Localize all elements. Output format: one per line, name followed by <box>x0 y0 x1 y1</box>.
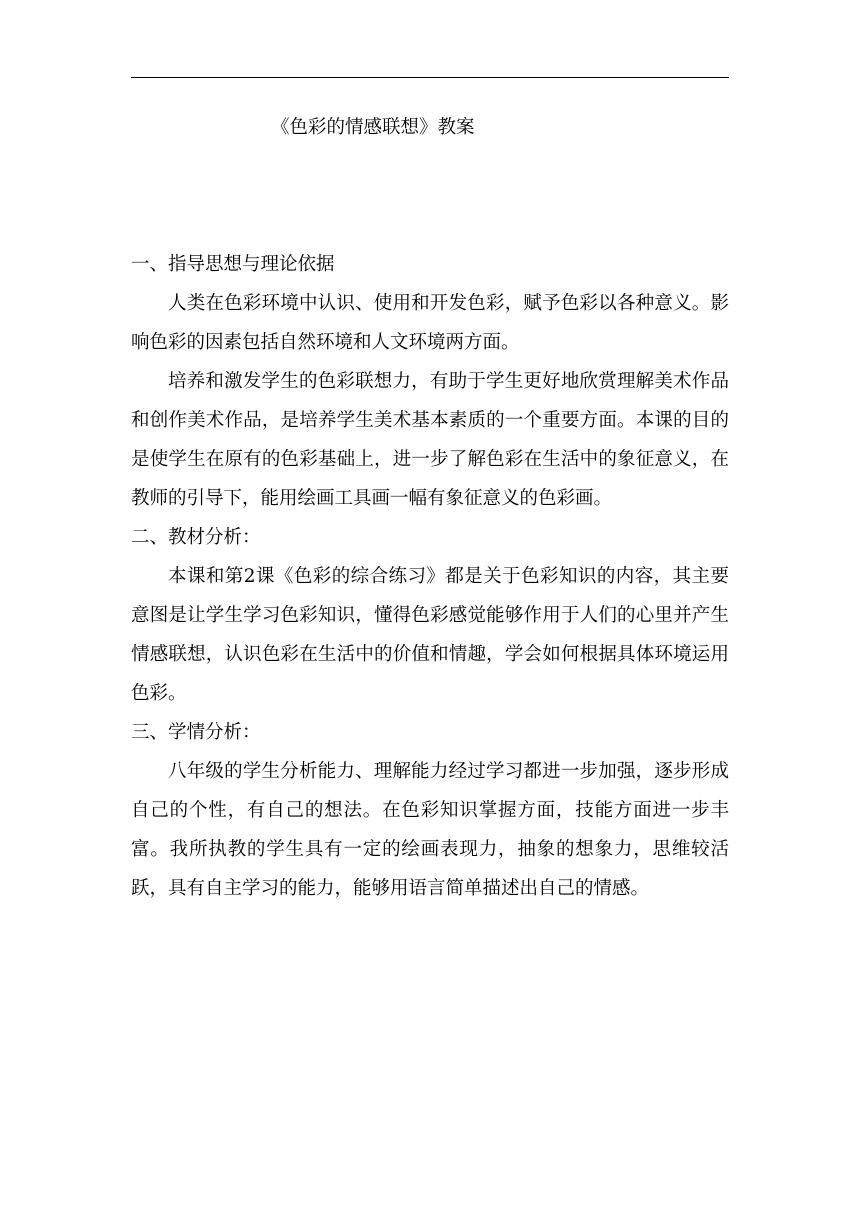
section-heading: 一、指导思想与理论依据 <box>131 254 335 275</box>
document-body <box>131 245 729 908</box>
section-guiding-thought <box>131 245 729 518</box>
document-title: 《色彩的情感联想》教案 <box>271 117 475 138</box>
section-student-analysis <box>131 713 729 908</box>
paragraph: 本课和第2课《色彩的综合练习》都是关于色彩知识的内容，其主要意图是让学生学习色彩知识，懂得色彩感觉能够作用于人们的心里并产生情感联想，认识色彩在生活中的价值和情趣，学会如何根据具体环境运用色彩。 <box>131 566 729 704</box>
paragraph: 人类在色彩环境中认识、使用和开发色彩，赋予色彩以各种意义。影响色彩的因素包括自然环境和人文环境两方面。 <box>131 293 729 353</box>
section-heading: 二、教材分析： <box>131 527 261 548</box>
paragraph: 八年级的学生分析能力、理解能力经过学习都进一步加强，逐步形成自己的个性，有自己的想法。在色彩知识掌握方面，技能方面进一步丰富。我所执教的学生具有一定的绘画表现力，抽象的想象力，思维较活跃，具有自主学习的能力，能够用语言简单描述出自己的情感。 <box>131 761 729 899</box>
paragraph: 培养和激发学生的色彩联想力，有助于学生更好地欣赏理解美术作品和创作美术作品，是培养学生美术基本素质的一个重要方面。本课的目的是使学生在原有的色彩基础上，进一步了解色彩在生活中的象征意义，在教师的引导下，能用绘画工具画一幅有象征意义的色彩画。 <box>131 371 729 509</box>
section-textbook-analysis <box>131 518 729 713</box>
header-rule <box>131 77 729 78</box>
section-heading: 三、学情分析： <box>131 722 261 743</box>
